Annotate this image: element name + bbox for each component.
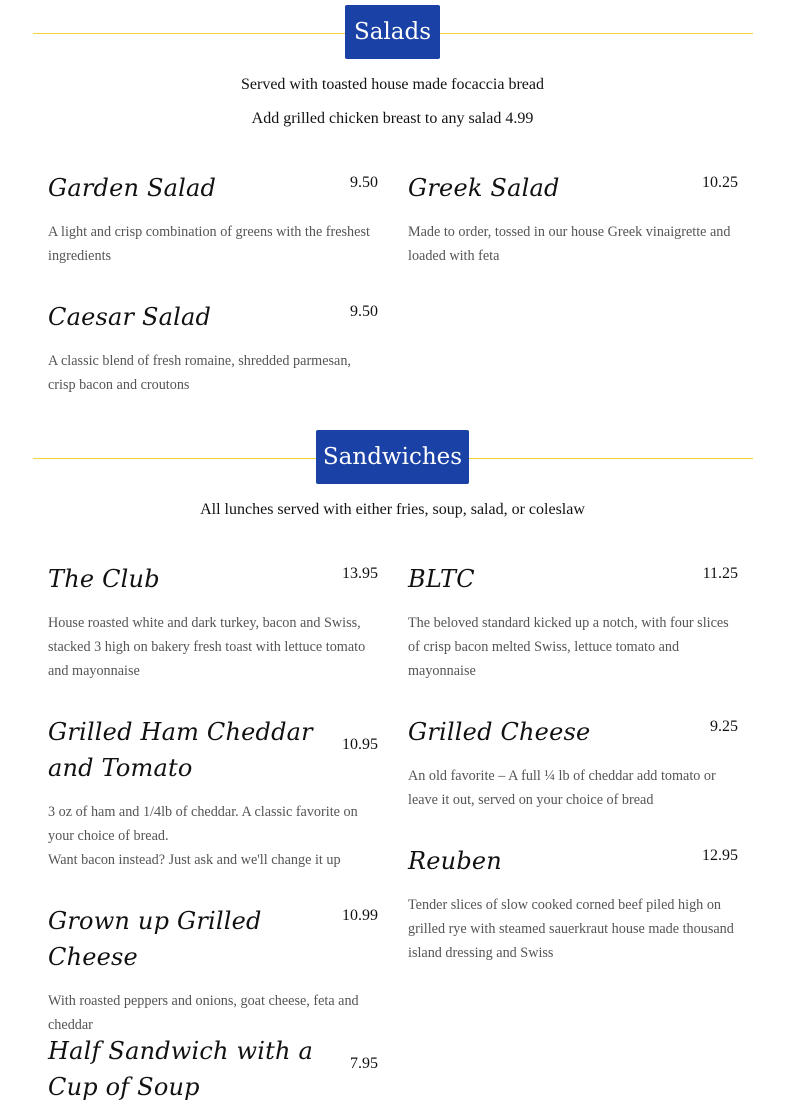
menu-item-description [48,800,378,872]
menu-item [48,170,378,268]
menu-item-description: The beloved standard kicked up a notch, with four slices of crisp bacon melted Swiss, lettuce tomato and mayonnaise [408,615,729,679]
menu-item [408,170,738,268]
menu-item-name: Grown up Grilled Cheese [48,907,262,971]
menu-item-description: An old favorite – A full ¼ lb of cheddar add tomato or leave it out, served on your choice of bread [408,768,716,808]
menu-item-price: 9.50 [350,303,378,320]
menu-item-price: 12.95 [702,847,738,864]
menu-item-name: Grilled Ham Cheddar and Tomato [48,718,313,782]
menu-item [48,299,378,397]
menu-item [408,843,738,965]
menu-item-price: 10.25 [702,174,738,191]
menu-item-description: A light and crisp combination of greens with the freshest ingredients [48,224,370,264]
section-intro-line: All lunches served with either fries, soup, salad, or coleslaw [200,501,585,518]
salads-section-header [33,5,753,61]
menu-item-name: Reuben [408,847,502,875]
menu-item-description: House roasted white and dark turkey, bacon and Swiss, stacked 3 high on bakery fresh toast with lettuce tomato and mayonnaise [48,615,366,679]
menu-item-description: With roasted peppers and onions, goat cheese, feta and cheddar [48,993,359,1033]
menu-item-name: Caesar Salad [48,303,212,331]
section-intro-line: Add grilled chicken breast to any salad 4.99 [251,110,534,127]
menu-item [48,1033,378,1105]
menu-item-price: 9.25 [710,718,738,735]
menu-item [48,714,378,872]
menu-item-name: Half Sandwich with a Cup of Soup [48,1037,313,1101]
menu-item-price: 10.99 [342,907,378,924]
section-title: Sandwiches [316,430,469,484]
menu-item-name: Grilled Cheese [408,718,591,746]
menu-item-description-line: Want bacon instead? Just ask and we'll change it up [48,852,341,868]
menu-item-name: The Club [48,565,160,593]
menu-item-description: A classic blend of fresh romaine, shredded parmesan, crisp bacon and croutons [48,353,351,393]
menu-item-price: 7.95 [350,1055,378,1072]
menu-item-description-line: 3 oz of ham and 1/4lb of cheddar. A classic favorite on your choice of bread. [48,804,358,844]
menu-item-description: Tender slices of slow cooked corned beef piled high on grilled rye with steamed sauerkraut house made thousand island dressing and Swiss [408,897,734,961]
menu-item [48,903,378,1037]
menu-item-name: BLTC [408,565,475,593]
menu-item-price: 11.25 [702,565,738,582]
section-intro-line: Served with toasted house made focaccia bread [241,76,544,93]
menu-item-price: 10.95 [342,736,378,753]
menu-item-price: 9.50 [350,174,378,191]
sandwiches-section-header [33,430,753,486]
menu-item-price: 13.95 [342,565,378,582]
menu-item [408,714,738,812]
menu-item [408,561,738,683]
menu-item [48,561,378,683]
menu-item-description: Made to order, tossed in our house Greek vinaigrette and loaded with feta [408,224,731,264]
menu-item-name: Garden Salad [48,174,217,202]
menu-item-name: Greek Salad [408,174,560,202]
section-title: Salads [345,5,440,59]
